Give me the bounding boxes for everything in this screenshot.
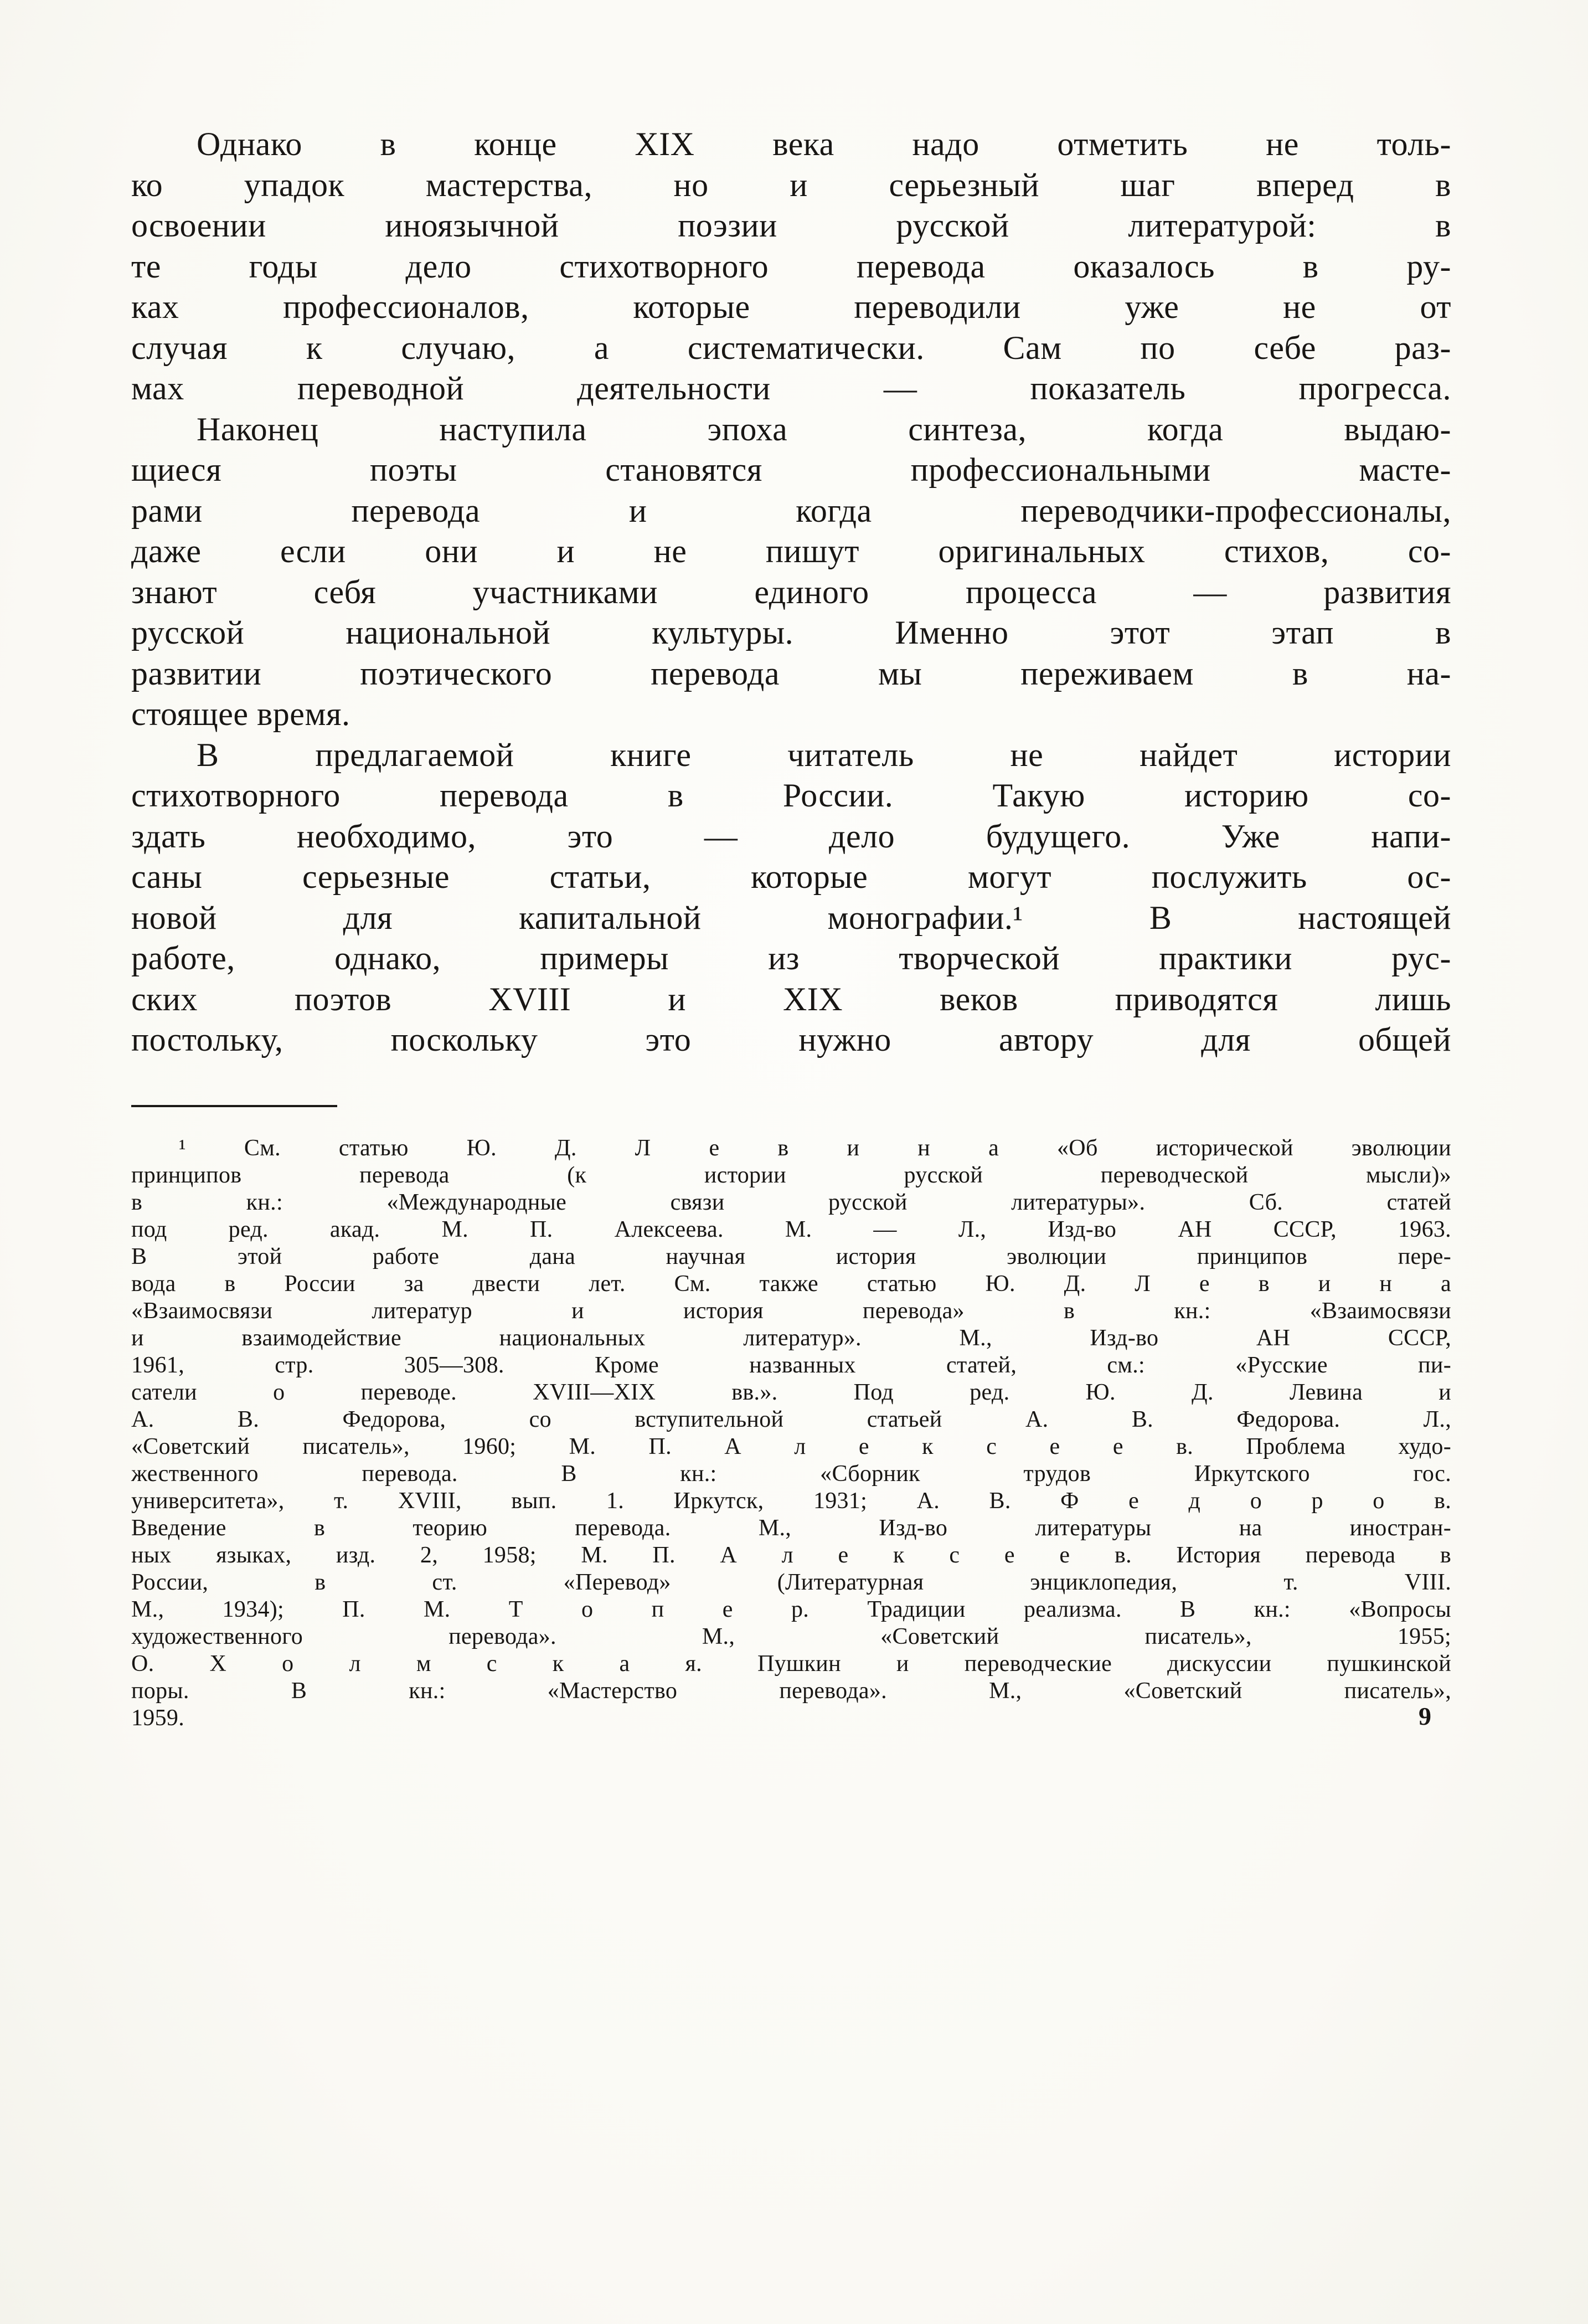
body-text bbox=[131, 124, 1451, 1061]
text-line: стоящее время. bbox=[131, 696, 350, 732]
text-line: даже если они и не пишут оригинальных стихов, со- bbox=[131, 533, 1451, 569]
text-line: «Советский писатель», 1960; М. П. А л е к с е е в. Проблема худо- bbox=[131, 1433, 1451, 1459]
text-line: сатели о переводе. XVIII—XIX вв.». Под ред. Ю. Д. Левина и bbox=[131, 1379, 1451, 1405]
text-line: ских поэтов XVIII и XIX веков приводятся лишь bbox=[131, 980, 1451, 1017]
text-line: знают себя участниками единого процесса — развития bbox=[131, 573, 1451, 610]
text-line: в кн.: «Международные связи русской литературы». Сб. статей bbox=[131, 1189, 1451, 1215]
text-line: освоении иноязычной поэзии русской литературой: в bbox=[131, 207, 1451, 244]
text-line: под ред. акад. М. П. Алексеева. М. — Л., Изд-во АН СССР, 1963. bbox=[131, 1216, 1451, 1242]
text-line: постольку, поскольку это нужно автору для общей bbox=[131, 1021, 1451, 1058]
text-line: ко упадок мастерства, но и серьезный шаг вперед в bbox=[131, 166, 1451, 203]
text-line: развитии поэтического перевода мы переживаем в на- bbox=[131, 655, 1451, 692]
text-line: саны серьезные статьи, которые могут послужить ос- bbox=[131, 858, 1451, 895]
text-line: В этой работе дана научная история эволюции принципов пере- bbox=[131, 1243, 1451, 1269]
text-line: Однако в конце XIX века надо отметить не толь- bbox=[197, 126, 1451, 162]
text-line: ных языках, изд. 2, 1958; М. П. А л е к с е е в. История перевода в bbox=[131, 1542, 1451, 1568]
text-line: М., 1934); П. М. Т о п е р. Традиции реализма. В кн.: «Вопросы bbox=[131, 1596, 1451, 1622]
text-line: В предлагаемой книге читатель не найдет истории bbox=[197, 736, 1451, 773]
text-line: художественного перевода». М., «Советский писатель», 1955; bbox=[131, 1623, 1451, 1649]
text-line: работе, однако, примеры из творческой практики рус- bbox=[131, 940, 1451, 976]
footnote-separator bbox=[131, 1105, 337, 1107]
text-line: 1959. bbox=[131, 1705, 184, 1731]
text-line: А. В. Федорова, со вступительной статьей А. В. Федорова. Л., bbox=[131, 1406, 1451, 1432]
text-line: и взаимодействие национальных литератур». М., Изд-во АН СССР, bbox=[131, 1325, 1451, 1351]
text-line: ¹ См. статью Ю. Д. Л е в и н а «Об исторической эволюции bbox=[179, 1135, 1451, 1161]
text-line: Наконец наступила эпоха синтеза, когда выдаю- bbox=[197, 410, 1451, 448]
text-line: «Взаимосвязи литератур и история перевода» в кн.: «Взаимосвязи bbox=[131, 1298, 1451, 1324]
text-line: мах переводной деятельности — показатель прогресса. bbox=[131, 370, 1451, 407]
text-line: России, в ст. «Перевод» (Литературная энциклопедия, т. VIII. bbox=[131, 1569, 1451, 1595]
text-line: здать необходимо, это — дело будущего. Уже напи- bbox=[131, 817, 1451, 855]
text-line: О. Х о л м с к а я. Пушкин и переводческие дискуссии пушкинской bbox=[131, 1651, 1451, 1677]
text-line: Введение в теорию перевода. М., Изд-во литературы на иностран- bbox=[131, 1515, 1451, 1541]
text-line: поры. В кн.: «Мастерство перевода». М., «Советский писатель», bbox=[131, 1678, 1451, 1704]
text-line: ках профессионалов, которые переводили уже не от bbox=[131, 289, 1451, 325]
text-line: русской национальной культуры. Именно этот этап в bbox=[131, 614, 1451, 651]
text-line: жественного перевода. В кн.: «Сборник трудов Иркутского гос. bbox=[131, 1461, 1451, 1487]
text-line: щиеся поэты становятся профессиональными масте- bbox=[131, 451, 1451, 488]
text-line: 1961, стр. 305—308. Кроме названных статей, см.: «Русские пи- bbox=[131, 1352, 1451, 1378]
text-line: университета», т. XVIII, вып. 1. Иркутск, 1931; А. В. Ф е д о р о в. bbox=[131, 1488, 1451, 1514]
footnote-text bbox=[131, 1135, 1451, 1732]
text-line: те годы дело стихотворного перевода оказалось в ру- bbox=[131, 248, 1451, 285]
text-line: рами перевода и когда переводчики-профессионалы, bbox=[131, 492, 1451, 529]
text-line: стихотворного перевода в России. Такую историю со- bbox=[131, 777, 1451, 814]
text-line: новой для капитальной монографии.¹ В настоящей bbox=[131, 899, 1451, 936]
page-number: 9 bbox=[1419, 1702, 1432, 1730]
text-line: принципов перевода (к истории русской переводческой мысли)» bbox=[131, 1162, 1451, 1188]
text-line: случая к случаю, а систематически. Сам по себе раз- bbox=[131, 329, 1451, 366]
text-line: вода в России за двести лет. См. также статью Ю. Д. Л е в и н а bbox=[131, 1271, 1451, 1297]
text-block bbox=[131, 124, 1451, 1732]
